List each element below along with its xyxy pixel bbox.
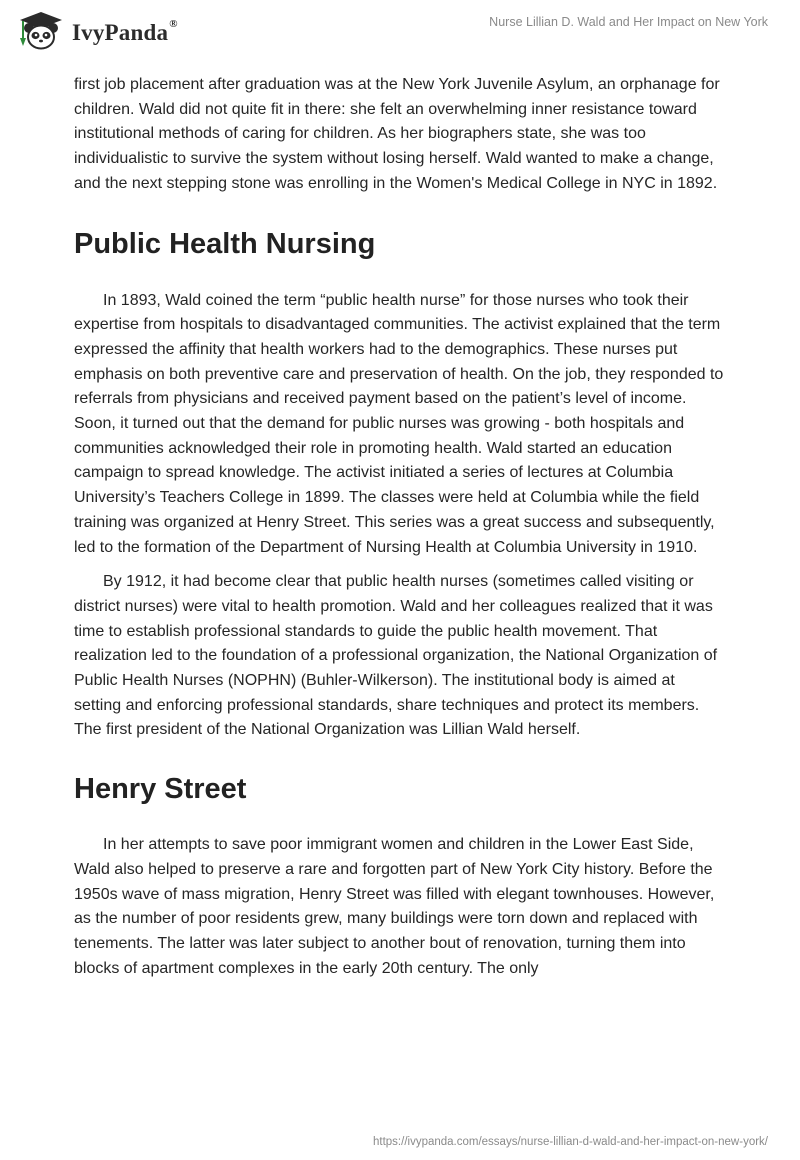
source-url[interactable]: https://ivypanda.com/essays/nurse-lillian-d-wald-and-her-impact-on-new-york/	[373, 1136, 768, 1148]
logo-wordmark: IvyPanda®	[72, 17, 178, 45]
paragraph: In 1893, Wald coined the term “public health nurse” for those nurses who took their expertise from hospitals to disadvantaged communities. The activist explained that the term expressed the affinity that health workers had to the demographics. These nurses put emphasis on both preventive care and preservation of health. On the job, they responded to referrals from physicians and received payment based on the patient’s level of income. Soon, it turned out that the demand for public nurses was growing - both hospitals and communities acknowledged their role in promoting health. Wald started an education campaign to spread knowledge. The activist initiated a series of lectures at Columbia University’s Teachers College in 1899. The classes were held at Columbia while the field training was organized at Henry Street. This series was a great success and subsequently, led to the formation of the Department of Nursing Health at Columbia University in 1910.	[74, 291, 724, 556]
paragraph: By 1912, it had become clear that public health nurses (sometimes called visiting or district nurses) were vital to health promotion. Wald and her colleagues realized that it was time to establish professional standards to guide the public health movement. That realization led to the foundation of a professional organization, the National Organization of Public Health Nurses (NOPHN) (Buhler-Wilkerson). The institutional body is aimed at setting and enforcing professional standards, share techniques and protect its members. The first president of the National Organization was Lillian Wald herself.	[74, 573, 718, 739]
document-running-title: Nurse Lillian D. Wald and Her Impact on New York	[489, 15, 768, 29]
essay-body	[74, 73, 726, 981]
ivypanda-logo[interactable]	[14, 8, 178, 52]
page-header	[0, 0, 800, 70]
paragraph: In her attempts to save poor immigrant women and children in the Lower East Side, Wald also helped to preserve a rare and forgotten part of New York City history. Before the 1950s wave of mass migration, Henry Street was filled with elegant townhouses. However, as the number of poor residents grew, many buildings were torn down and replaced with tenements. The latter was later subject to another bout of renovation, turning them into blocks of apartment complexes in the early 20th century. The only	[74, 836, 715, 977]
registered-mark: ®	[169, 17, 178, 30]
section-heading-public-health-nursing: Public Health Nursing	[74, 227, 376, 260]
panda-graduate-icon	[14, 8, 66, 52]
intro-paragraph: first job placement after graduation was at the New York Juvenile Asylum, an orphanage for children. Wald did not quite fit in there: she felt an overwhelming inner resistance toward institutional methods of caring for children. As her biographers state, she was too individualistic to survive the system without losing herself. Wald wanted to make a change, and the next stepping stone was enrolling in the Women's Medical College in NYC in 1892.	[74, 76, 720, 192]
section-heading-henry-street: Henry Street	[74, 773, 247, 806]
